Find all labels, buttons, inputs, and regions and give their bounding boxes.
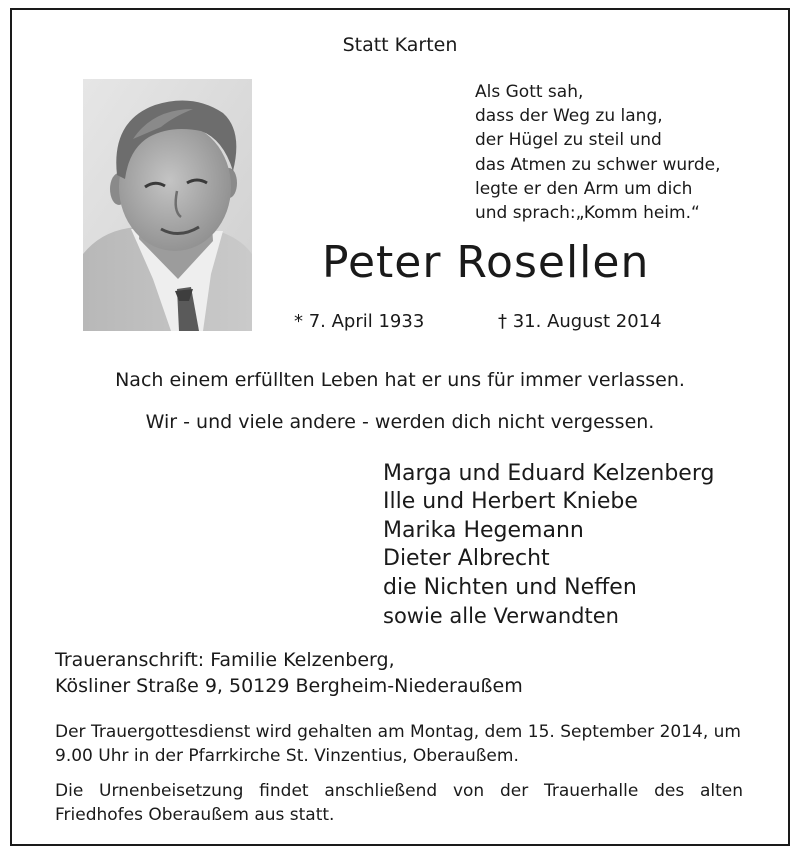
address-line-1: Traueranschrift: Familie Kelzenberg, [55,649,395,671]
message-line-1: Nach einem erfüllten Leben hat er uns für immer verlassen. [115,369,685,391]
poem-line: legte er den Arm um dich [475,178,693,199]
urn-burial-info: Die Urnenbeisetzung findet anschließend von der Trauerhalle des alten Friedhofes Oberaußem aus statt. [55,781,743,825]
mourners-list [383,460,714,630]
portrait-photo [83,79,252,331]
poem [475,80,721,225]
mourner: Ille und Herbert Kniebe [383,489,638,515]
mourner: Dieter Albrecht [383,546,550,572]
deceased-name: Peter Rosellen [322,237,650,288]
poem-line: das Atmen zu schwer wurde, [475,154,721,175]
mourner: Marika Hegemann [383,517,584,543]
poem-line: und sprach:„Komm heim.“ [475,203,700,224]
mourner: sowie alle Verwandten [383,604,619,629]
poem-line: Als Gott sah, [475,82,584,102]
mourner: Marga und Eduard Kelzenberg [383,461,715,486]
poem-line: dass der Weg zu lang, [475,106,663,127]
birth-date: * 7. April 1933 [294,311,425,332]
service-info: Der Trauergottesdienst wird gehalten am Montag, dem 15. September 2014, um 9.00 Uhr in der Pfarrkirche St. Vinzentius, Oberaußem. [55,722,741,766]
poem-line: der Hügel zu steil und [475,130,662,151]
mourning-address [55,647,523,699]
address-line-2: Kösliner Straße 9, 50129 Bergheim-Niederaußem [55,675,523,697]
death-date: † 31. August 2014 [498,311,662,332]
header-statt-karten: Statt Karten [342,34,458,56]
message-line-2: Wir - und viele andere - werden dich nicht vergessen. [145,411,655,433]
mourner: die Nichten und Neffen [383,574,637,600]
